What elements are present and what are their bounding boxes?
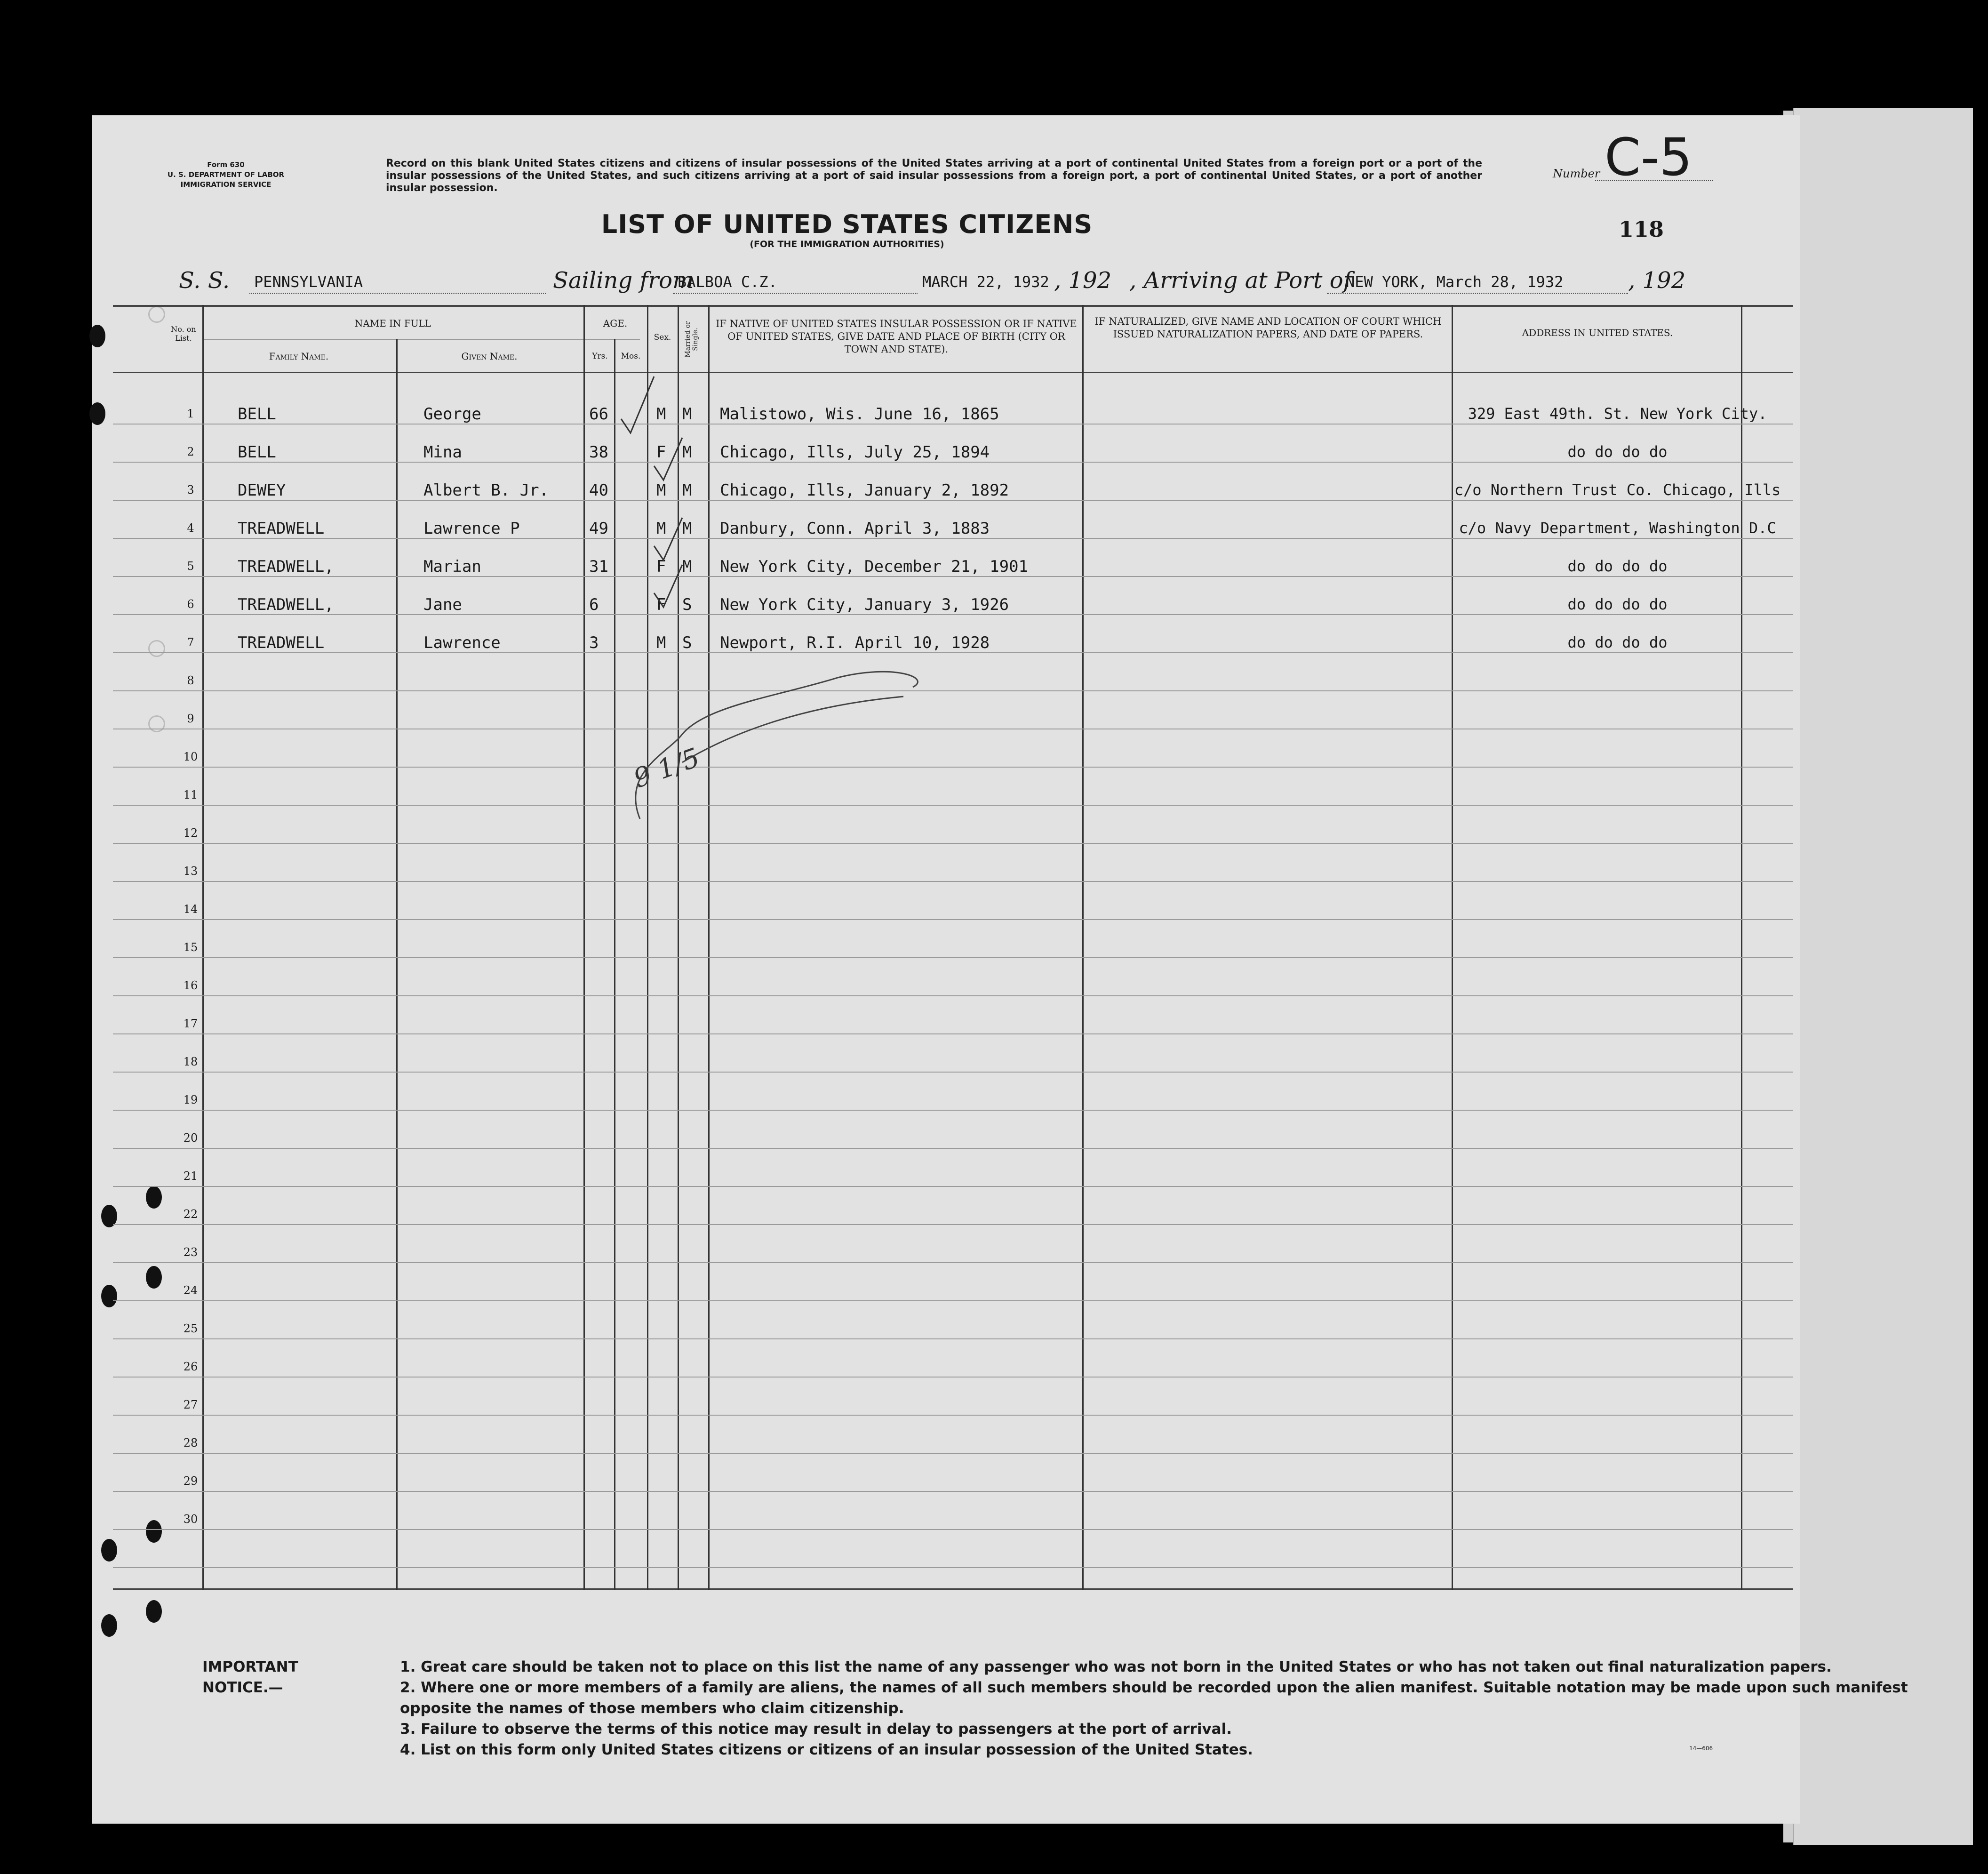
address: c/o Navy Department, Washington D.C bbox=[1459, 519, 1776, 537]
birth-place-date: Malistowo, Wis. June 16, 1865 bbox=[720, 405, 999, 424]
port-from: BALBOA C.Z. bbox=[678, 273, 777, 291]
column-divider bbox=[396, 339, 398, 1590]
row-number: 21 bbox=[183, 1169, 198, 1183]
row-number: 10 bbox=[183, 750, 198, 763]
family-name: BELL bbox=[238, 443, 276, 462]
binder-hole bbox=[146, 1600, 162, 1623]
binder-hole bbox=[146, 1186, 162, 1209]
row-number: 11 bbox=[183, 788, 198, 801]
row-rule bbox=[113, 1148, 1793, 1149]
row-number: 18 bbox=[183, 1055, 198, 1068]
notice-label: IMPORTANT NOTICE.— bbox=[202, 1658, 298, 1696]
next-page-edge bbox=[1793, 108, 1973, 1845]
column-divider bbox=[1082, 305, 1084, 1590]
row-number: 15 bbox=[183, 941, 198, 954]
row-rule bbox=[113, 1415, 1793, 1416]
header-address: ADDRESS IN UNITED STATES. bbox=[1522, 327, 1673, 338]
row-number: 19 bbox=[183, 1093, 198, 1106]
page-number: 118 bbox=[1619, 216, 1664, 242]
header-married-single: Married or Single. bbox=[684, 321, 699, 358]
row-number: 4 bbox=[187, 521, 194, 535]
row-number: 25 bbox=[183, 1322, 198, 1335]
form-line: Form 630 bbox=[207, 160, 245, 169]
notice-item: 3. Failure to observe the terms of this notice may result in delay to passengers at the port of arrival. bbox=[400, 1721, 1232, 1738]
birth-place-date: Danbury, Conn. April 3, 1883 bbox=[720, 519, 990, 538]
row-number: 16 bbox=[183, 979, 198, 992]
record-instructions: Record on this blank United States citizens and citizens of insular possessions of the United States arriving at a port of continental United States from a foreign port or a port of the insular possessions of the United States, and such citizens arriving at a port of said insular possessions from a foreign port, a port of continental United States, or a port of another insular possession. bbox=[386, 158, 1482, 194]
table-top-border bbox=[113, 305, 1793, 307]
row-rule bbox=[113, 462, 1793, 463]
marital-status: S bbox=[682, 633, 692, 652]
row-rule bbox=[113, 690, 1793, 691]
notice-item: 2. Where one or more members of a family are aliens, the names of all such members should be recorded upon the alien manifest. Suitable notation may be made upon such manifest opposite the names of those members who claim citizenship. bbox=[400, 1679, 1908, 1717]
row-rule bbox=[113, 767, 1793, 768]
sex: M bbox=[656, 405, 666, 424]
address: do do do do bbox=[1567, 633, 1668, 651]
row-number: 12 bbox=[183, 826, 198, 840]
address: do do do do bbox=[1567, 595, 1668, 613]
form-line: U. S. DEPARTMENT OF LABOR bbox=[167, 170, 285, 179]
notice-item: 4. List on this form only United States citizens or citizens of an insular possession of the United States. bbox=[400, 1741, 1253, 1758]
header-bottom-border bbox=[113, 372, 1793, 373]
age-years: 49 bbox=[589, 519, 608, 538]
header-rule bbox=[202, 339, 640, 340]
birth-place-date: New York City, January 3, 1926 bbox=[720, 595, 1009, 614]
row-rule bbox=[113, 1262, 1793, 1263]
family-name: TREADWELL bbox=[238, 519, 325, 538]
birth-place-date: Chicago, Ills, July 25, 1894 bbox=[720, 443, 990, 462]
row-rule bbox=[113, 1453, 1793, 1454]
sex: M bbox=[656, 519, 666, 538]
row-rule bbox=[113, 1567, 1793, 1568]
row-number: 2 bbox=[187, 445, 194, 458]
form-line: IMMIGRATION SERVICE bbox=[180, 180, 271, 189]
row-rule bbox=[113, 1224, 1793, 1225]
header-family-name: Family Name. bbox=[269, 351, 329, 362]
sex: M bbox=[656, 481, 666, 500]
given-name: Marian bbox=[423, 557, 481, 576]
row-rule bbox=[113, 576, 1793, 577]
punch-ring bbox=[148, 715, 165, 732]
sex: F bbox=[656, 595, 666, 614]
row-rule bbox=[113, 538, 1793, 539]
arriving-label: , Arriving at Port of bbox=[1129, 267, 1352, 294]
row-number: 8 bbox=[187, 674, 194, 687]
header-no-on-list: No. on List. bbox=[171, 325, 196, 343]
number-label: Number bbox=[1553, 167, 1600, 180]
row-number: 9 bbox=[187, 712, 194, 725]
header-sex: Sex. bbox=[654, 333, 671, 342]
row-rule bbox=[113, 614, 1793, 615]
ship-name: PENNSYLVANIA bbox=[254, 273, 363, 291]
address: c/o Northern Trust Co. Chicago, Ills bbox=[1454, 481, 1781, 499]
binder-hole bbox=[101, 1285, 117, 1307]
row-number: 26 bbox=[183, 1360, 198, 1373]
family-name: BELL bbox=[238, 405, 276, 424]
handwritten-checkmarks bbox=[612, 348, 941, 866]
header-age: AGE. bbox=[603, 318, 628, 329]
header-name-in-full: NAME IN FULL bbox=[354, 318, 431, 329]
year-suffix: , 192 bbox=[1054, 267, 1112, 294]
print-code: 14—606 bbox=[1689, 1745, 1713, 1752]
binder-hole bbox=[101, 1539, 117, 1562]
row-number: 1 bbox=[187, 407, 194, 420]
row-number: 7 bbox=[187, 636, 194, 649]
column-divider bbox=[583, 305, 585, 1590]
marital-status: M bbox=[682, 443, 692, 462]
header-given-name: Given Name. bbox=[461, 351, 518, 362]
fill-line bbox=[673, 293, 918, 294]
marital-status: M bbox=[682, 519, 692, 538]
row-rule bbox=[113, 500, 1793, 501]
binder-hole bbox=[101, 1614, 117, 1637]
row-rule bbox=[113, 1300, 1793, 1301]
row-number: 27 bbox=[183, 1398, 198, 1411]
binder-hole bbox=[89, 402, 105, 425]
table-bottom-border bbox=[113, 1588, 1793, 1590]
binder-hole bbox=[89, 325, 105, 347]
given-name: Jane bbox=[423, 595, 462, 614]
row-number: 30 bbox=[183, 1513, 198, 1526]
sailing-label: Sailing from bbox=[553, 267, 694, 294]
row-rule bbox=[113, 881, 1793, 882]
page-subtitle: (FOR THE IMMIGRATION AUTHORITIES) bbox=[750, 239, 944, 249]
row-number: 29 bbox=[183, 1474, 198, 1488]
birth-place-date: Newport, R.I. April 10, 1928 bbox=[720, 633, 990, 652]
row-rule bbox=[113, 1529, 1793, 1530]
row-rule bbox=[113, 843, 1793, 844]
row-number: 28 bbox=[183, 1436, 198, 1450]
row-number: 5 bbox=[187, 560, 194, 573]
punch-ring bbox=[148, 640, 165, 657]
row-rule bbox=[113, 1338, 1793, 1339]
given-name: George bbox=[423, 405, 481, 424]
marital-status: M bbox=[682, 557, 692, 576]
fill-line bbox=[1327, 293, 1628, 294]
age-years: 40 bbox=[589, 481, 608, 500]
sex: F bbox=[656, 557, 666, 576]
age-years: 6 bbox=[589, 595, 599, 614]
sex: M bbox=[656, 633, 666, 652]
family-name: TREADWELL, bbox=[238, 557, 334, 576]
row-number: 3 bbox=[187, 483, 194, 497]
row-rule bbox=[113, 652, 1793, 653]
address: 329 East 49th. St. New York City. bbox=[1468, 405, 1767, 423]
notice-item: 1. Great care should be taken not to place on this list the name of any passenger who was not born in the United States or who has not taken out final naturalization papers. bbox=[400, 1658, 1832, 1675]
birth-place-date: New York City, December 21, 1901 bbox=[720, 557, 1029, 576]
year-suffix: , 192 bbox=[1628, 267, 1686, 294]
ss-label: S. S. bbox=[179, 267, 230, 294]
family-name: TREADWELL bbox=[238, 633, 325, 652]
row-number: 23 bbox=[183, 1246, 198, 1259]
birth-place-date: Chicago, Ills, January 2, 1892 bbox=[720, 481, 1009, 500]
binder-hole bbox=[146, 1520, 162, 1543]
row-rule bbox=[113, 957, 1793, 958]
row-rule bbox=[113, 995, 1793, 996]
given-name: Lawrence P bbox=[423, 519, 520, 538]
header-birth: IF NATIVE OF UNITED STATES INSULAR POSSESSION OR IF NATIVE OF UNITED STATES, GIVE DATE AND PLACE OF BIRTH (CITY OR TOWN AND STATE). bbox=[716, 318, 1077, 355]
date-from: MARCH 22, 1932 bbox=[922, 273, 1049, 291]
form-number-block bbox=[155, 160, 296, 190]
given-name: Lawrence bbox=[423, 633, 501, 652]
given-name: Mina bbox=[423, 443, 462, 462]
row-number: 20 bbox=[183, 1131, 198, 1145]
row-number: 6 bbox=[187, 598, 194, 611]
row-rule bbox=[113, 919, 1793, 920]
sex: F bbox=[656, 443, 666, 462]
age-years: 3 bbox=[589, 633, 599, 652]
handwritten-margin-note: 9 1/5 bbox=[630, 742, 704, 794]
punch-ring bbox=[148, 306, 165, 323]
row-rule bbox=[113, 1072, 1793, 1073]
page-title: LIST OF UNITED STATES CITIZENS bbox=[601, 209, 1093, 239]
row-rule bbox=[113, 1186, 1793, 1187]
age-years: 66 bbox=[589, 405, 608, 424]
marital-status: S bbox=[682, 595, 692, 614]
address: do do do do bbox=[1567, 557, 1668, 575]
row-number: 24 bbox=[183, 1284, 198, 1297]
row-number: 22 bbox=[183, 1208, 198, 1221]
age-years: 38 bbox=[589, 443, 608, 462]
binder-hole bbox=[146, 1266, 162, 1289]
age-years: 31 bbox=[589, 557, 608, 576]
header-naturalized: IF NATURALIZED, GIVE NAME AND LOCATION OF COURT WHICH ISSUED NATURALIZATION PAPERS, AND DATE OF PAPERS. bbox=[1094, 316, 1442, 340]
row-number: 14 bbox=[183, 903, 198, 916]
row-rule bbox=[113, 805, 1793, 806]
row-number: 13 bbox=[183, 865, 198, 878]
address: do do do do bbox=[1567, 443, 1668, 461]
header-mos: Mos. bbox=[621, 352, 641, 361]
family-name: DEWEY bbox=[238, 481, 286, 500]
number-value: C-5 bbox=[1605, 127, 1693, 187]
marital-status: M bbox=[682, 481, 692, 500]
header-yrs: Yrs. bbox=[592, 352, 608, 361]
given-name: Albert B. Jr. bbox=[423, 481, 549, 500]
row-rule bbox=[113, 1110, 1793, 1111]
row-rule bbox=[113, 1491, 1793, 1492]
family-name: TREADWELL, bbox=[238, 595, 334, 614]
marital-status: M bbox=[682, 405, 692, 424]
port-to: NEW YORK, March 28, 1932 bbox=[1346, 273, 1564, 291]
row-rule bbox=[113, 1033, 1793, 1034]
row-number: 17 bbox=[183, 1017, 198, 1030]
fill-line bbox=[249, 293, 546, 294]
